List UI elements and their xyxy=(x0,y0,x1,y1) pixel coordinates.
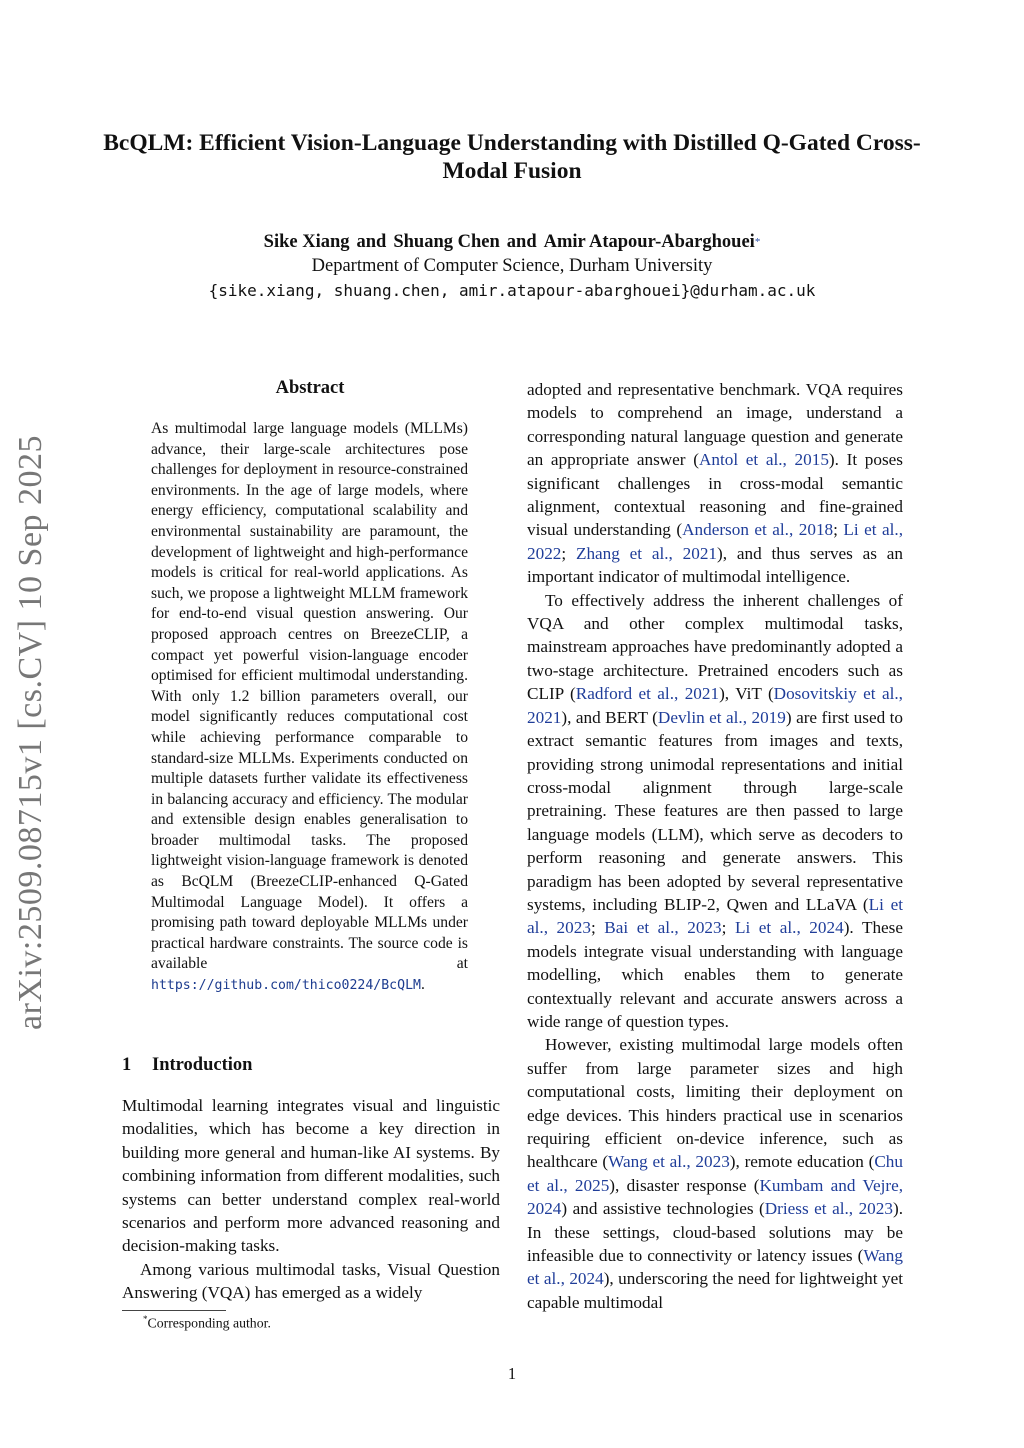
text-run: ), and thus serves as an important indicator of multimodal intelligence. xyxy=(527,543,903,587)
citation-separator: ; xyxy=(721,918,735,938)
text-run: ), and BERT ( xyxy=(561,707,658,727)
citation-link[interactable]: Antol et al., 2015 xyxy=(698,450,829,470)
citation-link[interactable]: Anderson et al., 2018 xyxy=(682,520,834,540)
text-run: ), remote education ( xyxy=(729,1152,875,1172)
citation-link[interactable]: Chu et al., 2025 xyxy=(527,1152,903,1195)
citation-link[interactable]: Kumbam and Vejre, 2024 xyxy=(527,1175,903,1219)
citation-separator: ; xyxy=(833,520,844,540)
author-name: Shuang Chen xyxy=(393,232,500,252)
citation-link[interactable]: Bai et al., 2023 xyxy=(604,918,722,938)
section-number: 1 xyxy=(122,1055,132,1075)
text-run: ), disaster response ( xyxy=(609,1175,760,1195)
affiliation: Department of Computer Science, Durham University xyxy=(311,256,713,276)
citation-link[interactable]: Wang et al., 2023 xyxy=(608,1152,730,1172)
corresponding-author-mark[interactable]: * xyxy=(754,236,761,248)
arxiv-identifier: arXiv:2509.08715v1 [cs.CV] 10 Sep 2025 xyxy=(12,434,49,1030)
intro-paragraph-3 xyxy=(527,378,903,589)
right-column-text xyxy=(527,378,903,1314)
citation-separator: ; xyxy=(561,543,576,563)
author-name: Amir Atapour-Abarghouei xyxy=(543,232,755,252)
author-separator: and xyxy=(356,232,387,252)
text-run: ). In these settings, cloud-based solutions may be infeasible due to connectivity or latency issues ( xyxy=(527,1199,903,1266)
intro-paragraph-5 xyxy=(527,1033,903,1314)
footnote xyxy=(143,1314,271,1332)
footnote-divider xyxy=(122,1310,226,1311)
page-number: 1 xyxy=(507,1364,517,1383)
citation-link[interactable]: Driess et al., 2023 xyxy=(764,1199,893,1219)
footnote-mark: * xyxy=(143,1314,148,1324)
intro-paragraph-1: Multimodal learning integrates visual and linguistic modalities, which has become a key direction in building more general and human-like AI systems. By combining information from different modalities, such systems can better understand complex real-world scenarios and perform more advanced reasoning and decision-making tasks. xyxy=(122,1096,500,1256)
intro-paragraph-2: Among various multimodal tasks, Visual Question Answering (VQA) has emerged as a widely xyxy=(122,1259,500,1303)
author-emails: {sike.xiang, shuang.chen, amir.atapour-abarghouei}@durham.ac.uk xyxy=(208,281,816,300)
footnote-text: Corresponding author. xyxy=(147,1315,271,1331)
author-name: Sike Xiang xyxy=(263,232,350,252)
citation-link[interactable]: Li et al., 2023 xyxy=(527,894,903,938)
text-run: To effectively address the inherent challenges of VQA and other complex multimodal tasks, mainstream approaches have predominantly adopted a two-stage architecture. Pretrained encoders such as CLIP ( xyxy=(527,590,903,704)
text-run: ). These models integrate visual understanding with language modelling, which enables them to generate contextually relevant and accurate answers across a wide range of question types. xyxy=(527,918,903,1031)
left-column-text xyxy=(122,1094,500,1305)
citation-link[interactable]: Radford et al., 2021 xyxy=(575,684,720,704)
text-run: However, existing multimodal large models often suffer from large parameter sizes and high computational costs, limiting their deployment on edge devices. This hinders practical use in scenarios requiring efficient on-device inference, such as healthcare ( xyxy=(527,1035,903,1172)
citation-link[interactable]: Wang et al., 2024 xyxy=(527,1246,903,1289)
section-title: Introduction xyxy=(152,1055,253,1075)
citation-separator: ; xyxy=(590,918,605,938)
citation-link[interactable]: Li et al., 2022 xyxy=(527,520,904,563)
abstract-body xyxy=(151,419,468,997)
paper-title: BcQLM: Efficient Vision-Language Understanding with Distilled Q-Gated Cross-Modal Fusion xyxy=(103,130,921,184)
text-run: ), underscoring the need for lightweight yet capable multimodal xyxy=(527,1269,903,1312)
citation-link[interactable]: Dosovitskiy et al., 2021 xyxy=(527,684,903,727)
text-run: ), ViT ( xyxy=(719,684,774,704)
text-run: ). It poses significant challenges in cross-modal semantic alignment, contextual reasoning and fine-grained visual understanding ( xyxy=(527,450,903,540)
intro-paragraph-4 xyxy=(527,589,903,1034)
abstract-text: As multimodal large language models (MLLMs) advance, their large-scale architectures pose challenges for deployment in resource-constrained environments. In the age of large models, where energy efficiency, computational scalability and environmental sustainability are paramount, the development of lightweight and high-performance models is critical for real-world applications. As such, we propose a lightweight MLLM framework for end-to-end visual question answering. Our proposed approach centres on BreezeCLIP, a compact yet powerful vision-language encoder optimised for efficient multimodal understanding. With only 1.2 billion parameters overall, our model significantly reduces computational cost while achieving performance comparable to standard-size MLLMs. Experiments conducted on multiple datasets further validate its effectiveness in balancing accuracy and efficiency. The modular and extensible design enables generalisation to broader multimodal tasks. The proposed lightweight vision-language framework is denoted as BcQLM (BreezeCLIP-enhanced Q-Gated Multimodal Language Model). It offers a promising path toward deployable MLLMs under practical hardware constraints. The source code is available at xyxy=(151,420,468,973)
text-run: ) and assistive technologies ( xyxy=(561,1199,765,1219)
abstract-end: . xyxy=(420,976,425,994)
citation-link[interactable]: Devlin et al., 2019 xyxy=(657,707,786,727)
abstract-heading: Abstract xyxy=(275,378,345,398)
source-code-link[interactable]: https://github.com/thico0224/BcQLM xyxy=(151,978,421,994)
citation-link[interactable]: Zhang et al., 2021 xyxy=(575,543,718,563)
citation-link[interactable]: Li et al., 2024 xyxy=(734,918,844,938)
author-separator: and xyxy=(506,232,537,252)
author-list xyxy=(90,230,934,254)
text-run: adopted and representative benchmark. VQA requires models to comprehend an image, understand a corresponding natural language question and generate an appropriate answer ( xyxy=(527,380,903,470)
section-heading-introduction xyxy=(122,1055,252,1076)
text-run: ) are first used to extract semantic features from images and texts, providing strong unimodal representations and initial cross-modal alignment through large-scale pretraining. These features are then passed to large language models (LLM), which serve as decoders to perform reasoning and generate answers. This paradigm has been adopted by several representative systems, including BLIP-2, Qwen and LLaVA ( xyxy=(527,707,903,914)
